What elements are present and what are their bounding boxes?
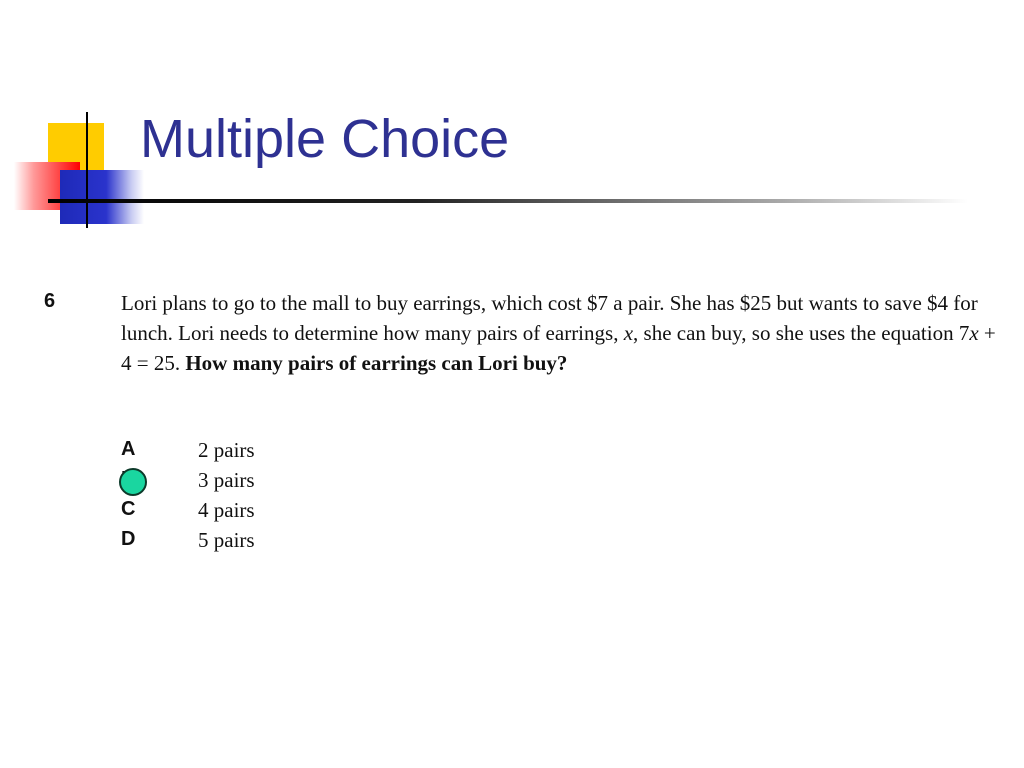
decorative-vertical-line	[86, 112, 88, 228]
option-text: 5 pairs	[198, 528, 255, 552]
question-prompt: How many pairs of earrings can Lori buy?	[185, 351, 568, 375]
option-letter: A	[121, 438, 136, 460]
question-text	[121, 288, 1011, 378]
option-text: 2 pairs	[198, 438, 255, 462]
question-variable: x	[623, 321, 634, 345]
question-number: 6	[44, 290, 56, 312]
selected-answer-circle-icon	[119, 468, 147, 496]
title-underline	[48, 199, 968, 203]
option-text: 4 pairs	[198, 498, 255, 522]
question-text-part3: + 4 = 25.	[121, 321, 996, 375]
decorative-blue-square	[60, 170, 144, 224]
question-text-part2: , she can buy, so she uses the equation 7	[633, 321, 970, 345]
option-letter: D	[121, 528, 136, 550]
equation-variable: x	[969, 321, 979, 345]
question-text-part1: Lori plans to go to the mall to buy earrings, which cost $7 a pair. She has $25 but wants to save $4 for lunch. Lori needs to determine how many pairs of earrings,	[121, 291, 978, 345]
option-letter: C	[121, 498, 136, 520]
option-text: 3 pairs	[198, 468, 255, 492]
slide-title: Multiple Choice	[140, 109, 510, 169]
